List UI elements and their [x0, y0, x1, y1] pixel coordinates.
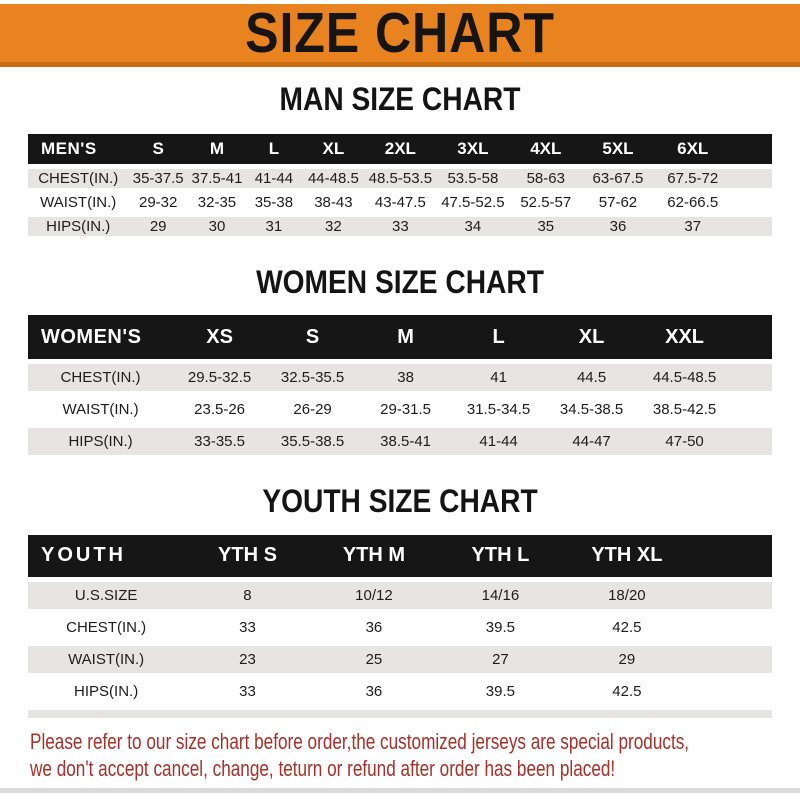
size-value: 57-62	[582, 193, 655, 212]
men-size-table	[28, 129, 772, 241]
row-label: U.S.SIZE	[28, 582, 184, 609]
size-value: 44.5-48.5	[638, 364, 731, 391]
spacer-cell	[690, 646, 772, 673]
size-value: 42.5	[564, 678, 690, 705]
size-value: 36	[311, 678, 437, 705]
footer-note-line2: we don't accept cancel, change, teturn or refund after order has been placed!	[30, 755, 616, 781]
women-chest-row	[28, 364, 772, 391]
size-column-header: 3XL	[436, 134, 510, 164]
spacer-cell	[731, 169, 772, 188]
men-waist-row	[28, 193, 772, 212]
size-column-header: S	[128, 134, 188, 164]
size-value: 42.5	[564, 614, 690, 641]
youth-table-label: YOUTH	[28, 535, 184, 577]
size-value: 32	[302, 217, 365, 236]
youth-section-heading: YOUTH SIZE CHART	[262, 483, 538, 520]
spacer-cell	[690, 678, 772, 705]
size-column-header: L	[246, 134, 302, 164]
size-value: 35-37.5	[128, 169, 188, 188]
size-value: 41-44	[452, 428, 545, 455]
size-column-header: 4XL	[510, 134, 581, 164]
row-label: WAIST(IN.)	[28, 396, 173, 423]
size-value: 38.5-41	[359, 428, 452, 455]
size-value: 23.5-26	[173, 396, 266, 423]
size-value: 63-67.5	[582, 169, 655, 188]
men-header-row	[28, 134, 772, 164]
size-column-header: 2XL	[365, 134, 436, 164]
size-column-header: XS	[173, 315, 266, 359]
row-label: WAIST(IN.)	[28, 193, 128, 212]
size-value: 41-44	[246, 169, 302, 188]
size-column-header: M	[188, 134, 246, 164]
size-column-header: 5XL	[582, 134, 655, 164]
size-value: 23	[184, 646, 310, 673]
women-waist-row	[28, 396, 772, 423]
size-value: 53.5-58	[436, 169, 510, 188]
size-value: 29-31.5	[359, 396, 452, 423]
size-value: 44.5	[545, 364, 638, 391]
size-value: 32-35	[188, 193, 246, 212]
size-value: 44-48.5	[302, 169, 365, 188]
size-value: 38-43	[302, 193, 365, 212]
size-column-header: YTH S	[184, 535, 310, 577]
spacer-cell	[731, 364, 772, 391]
size-value: 33	[365, 217, 436, 236]
spacer-cell	[731, 428, 772, 455]
spacer-cell	[731, 396, 772, 423]
size-value: 33	[184, 614, 310, 641]
row-label: WAIST(IN.)	[28, 646, 184, 673]
size-value: 8	[184, 582, 310, 609]
size-value: 35.5-38.5	[266, 428, 359, 455]
size-value: 25	[311, 646, 437, 673]
page-bottom-strip	[0, 788, 800, 793]
women-section-heading: WOMEN SIZE CHART	[256, 264, 544, 301]
youth-table-bottom-strip	[28, 710, 772, 718]
row-label: HIPS(IN.)	[28, 678, 184, 705]
size-value: 38	[359, 364, 452, 391]
size-value: 10/12	[311, 582, 437, 609]
size-value: 39.5	[437, 678, 563, 705]
size-value: 14/16	[437, 582, 563, 609]
youth-chest-row	[28, 614, 772, 641]
size-column-header: S	[266, 315, 359, 359]
row-label: CHEST(IN.)	[28, 614, 184, 641]
women-hips-row	[28, 428, 772, 455]
women-size-table	[28, 310, 772, 460]
women-table-label: WOMEN'S	[28, 315, 173, 359]
men-chest-row	[28, 169, 772, 188]
spacer-cell	[731, 193, 772, 212]
spacer-cell	[731, 134, 772, 164]
page-title: SIZE CHART	[245, 0, 555, 65]
size-value: 36	[311, 614, 437, 641]
size-value: 33	[184, 678, 310, 705]
size-value: 47-50	[638, 428, 731, 455]
size-value: 62-66.5	[654, 193, 731, 212]
size-value: 35	[510, 217, 581, 236]
size-value: 37.5-41	[188, 169, 246, 188]
size-value: 44-47	[545, 428, 638, 455]
banner	[0, 0, 800, 67]
size-value: 67.5-72	[654, 169, 731, 188]
size-value: 33-35.5	[173, 428, 266, 455]
row-label: CHEST(IN.)	[28, 169, 128, 188]
size-value: 29-32	[128, 193, 188, 212]
size-value: 43-47.5	[365, 193, 436, 212]
spacer-cell	[690, 535, 772, 577]
men-section-heading: MAN SIZE CHART	[279, 81, 521, 117]
size-value: 31	[246, 217, 302, 236]
row-label: HIPS(IN.)	[28, 217, 128, 236]
size-column-header: YTH L	[437, 535, 563, 577]
size-column-header: YTH XL	[564, 535, 690, 577]
spacer-cell	[690, 582, 772, 609]
size-value: 30	[188, 217, 246, 236]
size-value: 39.5	[437, 614, 563, 641]
size-column-header: XXL	[638, 315, 731, 359]
size-value: 29	[564, 646, 690, 673]
size-column-header: L	[452, 315, 545, 359]
men-hips-row	[28, 217, 772, 236]
footer-note-line1: Please refer to our size chart before order,the customized jerseys are special products,	[30, 728, 690, 754]
size-column-header: M	[359, 315, 452, 359]
youth-waist-row	[28, 646, 772, 673]
size-column-header: YTH M	[311, 535, 437, 577]
size-value: 41	[452, 364, 545, 391]
size-value: 47.5-52.5	[436, 193, 510, 212]
size-column-header: 6XL	[654, 134, 731, 164]
size-column-header: XL	[545, 315, 638, 359]
size-value: 48.5-53.5	[365, 169, 436, 188]
spacer-cell	[731, 217, 772, 236]
women-header-row	[28, 315, 772, 359]
size-value: 26-29	[266, 396, 359, 423]
youth-header-row	[28, 535, 772, 577]
size-column-header: XL	[302, 134, 365, 164]
size-value: 38.5-42.5	[638, 396, 731, 423]
footer-note	[30, 728, 800, 782]
youth-size-table	[28, 530, 772, 710]
row-label: HIPS(IN.)	[28, 428, 173, 455]
size-value: 34	[436, 217, 510, 236]
size-value: 29	[128, 217, 188, 236]
spacer-cell	[690, 614, 772, 641]
size-value: 37	[654, 217, 731, 236]
men-table-label: MEN'S	[28, 134, 128, 164]
size-value: 29.5-32.5	[173, 364, 266, 391]
size-value: 31.5-34.5	[452, 396, 545, 423]
size-value: 52.5-57	[510, 193, 581, 212]
row-label: CHEST(IN.)	[28, 364, 173, 391]
size-value: 58-63	[510, 169, 581, 188]
size-value: 32.5-35.5	[266, 364, 359, 391]
size-value: 34.5-38.5	[545, 396, 638, 423]
youth-hips-row	[28, 678, 772, 705]
spacer-cell	[731, 315, 772, 359]
youth-ussize-row	[28, 582, 772, 609]
size-value: 36	[582, 217, 655, 236]
size-value: 35-38	[246, 193, 302, 212]
size-value: 27	[437, 646, 563, 673]
size-value: 18/20	[564, 582, 690, 609]
